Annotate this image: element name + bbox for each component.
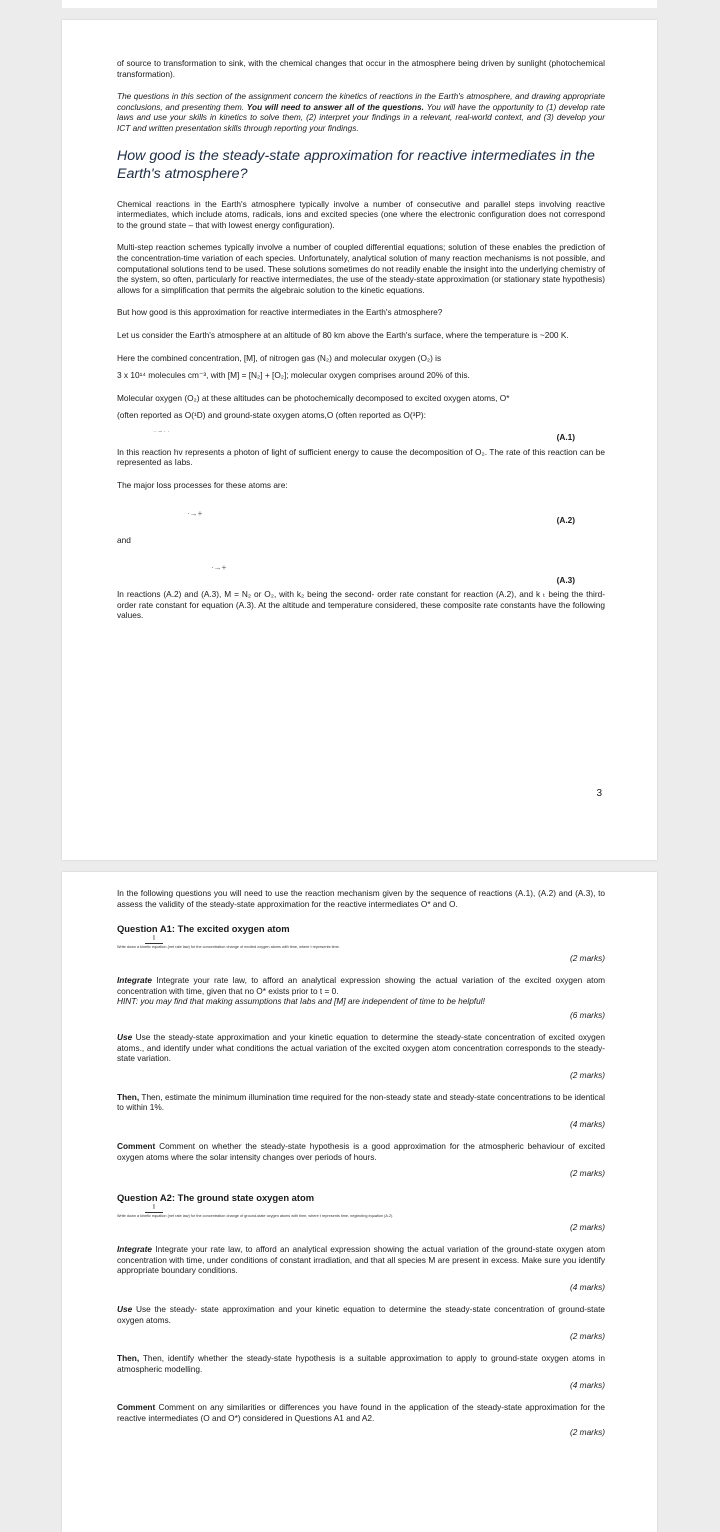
document-page-4: [62, 872, 657, 1532]
altitude-paragraph: Let us consider the Earth's atmosphere at an altitude of 80 km above the Earth's surface, where the temperature is ~200 K.: [117, 329, 569, 340]
mechanism-intro: In the following questions you will need to use the reaction mechanism given by the sequence of reactions (A.1), (A.2) and (A.3), to assess the validity of the steady-state approximation for the reactive intermediates O* and O.: [117, 888, 605, 909]
equation-arrow-icon: ·→+: [211, 563, 227, 573]
section-heading: How good is the steady-state approximation for reactive intermediates in the Earth's atmosphere?: [117, 147, 595, 182]
marks: (2 marks): [569, 1427, 605, 1438]
previous-page-edge: [62, 0, 657, 8]
question-a1-hint: HINT: you may find that making assumptions that Iabs and [M] are independent of time to be helpful!: [117, 996, 485, 1007]
rate-constants-paragraph: In reactions (A.2) and (A.3), M = N₂ or O₂, with k₂ being the second- order rate constant for reaction (A.2), and k ₜ being the third-order rate constant for equation (A.3). At the altitude and temperature considered, these composite rate constants have the following values.: [117, 589, 605, 621]
question-a2-use: Use Use the steady- state approximation and your kinetic equation to determine the steady-state concentration of ground-state oxygen atoms.: [117, 1303, 605, 1325]
fraction-mark: I: [145, 935, 163, 944]
equation-placeholder: ·· – · ·: [153, 428, 170, 435]
oxygen-line-2: (often reported as O(¹D) and ground-state oxygen atoms,O (often reported as O(³P):: [117, 410, 426, 421]
marks: (2 marks): [569, 1168, 605, 1179]
intro-paragraph: of source to transformation to sink, with the chemical changes that occur in the atmosphere being driven by sunlight (photochemical transformation).: [117, 58, 605, 79]
marks: (4 marks): [569, 1118, 605, 1129]
question-a1-comment: Comment Comment on whether the steady-state hypothesis is a good approximation for the atmospheric behaviour of excited oxygen atoms where the solar intensity changes over periods of hours.: [117, 1140, 605, 1162]
equation-a3: [117, 551, 605, 589]
page-number: 3: [596, 788, 602, 799]
document-page-3: [62, 20, 657, 860]
question-a2-comment: Comment Comment on any similarities or differences you have found in the application of the steady-state approximation for the reactive intermediates (O and O*) considered in Questions A1 and A2.: [117, 1402, 605, 1423]
photon-paragraph: In this reaction hv represents a photon of light of sufficient energy to cause the decomposition of O₂. The rate of this reaction can be represented as Iabs.: [117, 446, 605, 468]
equation-a1-label: (A.1): [556, 431, 575, 442]
marks: (2 marks): [569, 953, 605, 964]
question-a2-title: Question A2: The ground state oxygen atom: [117, 1192, 315, 1204]
assignment-rest-text: You will have the opportunity to (1) develop rate laws and use your skills in kinetics to solve them, (2) interpret your findings in a relevant, real-world context, and (3) develop your ICT and written presentation skills through reporting your findings.: [117, 101, 605, 133]
equation-a3-label: (A.3): [556, 575, 575, 586]
question-a1-title: Question A1: The excited oxygen atom: [117, 923, 290, 935]
marks: (4 marks): [569, 1380, 605, 1391]
marks: (2 marks): [569, 1331, 605, 1342]
assignment-italic-text: The questions in this section of the assignment concern the kinetics of reactions in the Earth's atmosphere, and drawing appropriate conclusions, and presenting them.: [117, 91, 605, 112]
equation-arrow-icon: ·→+: [187, 508, 203, 518]
page-content: [117, 58, 605, 621]
question-a1-use: Use Use the steady-state approximation and your kinetic equation to determine the steady-state concentration of excited oxygen atoms., and identify under what conditions the actual variation of the excited oxygen atom concentration corresponds to the steady-state variation.: [117, 1031, 605, 1064]
question-a1-instruction: Write down a kinetic equation (net rate law) for the concentration change of excited oxygen atoms with time, where t represents time.: [117, 945, 340, 950]
equation-a1: [117, 429, 605, 447]
marks: (2 marks): [569, 1222, 605, 1233]
question-a2-instruction: Write down a kinetic equation (net rate law) for the concentration change of ground-state oxygen atoms with time, where t represents time, neglecting equation (A.2): [117, 1214, 393, 1219]
assignment-bold-text: You will need to answer all of the questions.: [246, 101, 424, 112]
and-text: and: [117, 534, 131, 545]
reactive-intermediates-paragraph: Chemical reactions in the Earth's atmosphere typically involve a number of consecutive and parallel steps involving reactive intermediates, which include atoms, radicals, ions and excited species (one where the electronic configuration does not correspond to the ground state – that with lowest energy configuration).: [117, 198, 605, 230]
fraction-mark: I: [145, 1204, 163, 1213]
multi-step-paragraph: Multi-step reaction schemes typically involve a number of coupled differential equations; solution of these enables the prediction of the concentration-time variation of each species. Unfortunately, analytical solution of many reaction mechanisms is not possible, and computational solutions tend to be used. These solutions sometimes do not readily enable the insight into the underlying chemistry of the system, so often, particularly for reactive intermediates, the use of the steady-state approximation (or stationary state hypothesis) allows for a simplification that permits the algebraic solution to the kinetic equations.: [117, 242, 605, 295]
marks: (2 marks): [569, 1069, 605, 1080]
assignment-paragraph: [117, 91, 605, 133]
equation-a2-label: (A.2): [556, 514, 575, 525]
concentration-line-2: 3 x 10¹⁴ molecules cm⁻³, with [M] = [N₂] + [O₂]; molecular oxygen comprises around 20% of this.: [117, 370, 470, 381]
question-paragraph: But how good is this approximation for reactive intermediates in the Earth's atmosphere?: [117, 307, 443, 318]
concentration-line-1: Here the combined concentration, [M], of nitrogen gas (N₂) and molecular oxygen (O₂) is: [117, 352, 442, 363]
question-a2-integrate: Integrate Integrate your rate law, to afford an analytical expression showing the actual variation of the ground-state oxygen atom concentration with time, under conditions of constant irradiation, and that all species M are present in excess. Make sure you identify appropriate boundary conditions.: [117, 1244, 605, 1276]
marks: (4 marks): [569, 1281, 605, 1292]
marks: (6 marks): [569, 1009, 605, 1020]
equation-a2: [117, 501, 605, 535]
question-a1-then: Then, Then, estimate the minimum illumination time required for the non-steady state and steady-state concentrations to be identical to within 1%.: [117, 1091, 605, 1113]
page-content: [117, 888, 605, 1437]
question-a1-integrate: Integrate Integrate your rate law, to afford an analytical expression showing the actual variation of the excited oxygen atom concentration with time, given that no O* exists prior to t = 0.: [117, 975, 605, 996]
question-a2-then: Then, Then, identify whether the steady-state hypothesis is a suitable approximation to apply to ground-state oxygen atoms in atmospheric modelling.: [117, 1353, 605, 1374]
loss-processes-paragraph: The major loss processes for these atoms are:: [117, 480, 288, 491]
oxygen-line-1: Molecular oxygen (O₂) at these altitudes can be photochemically decomposed to excited oxygen atoms, O*: [117, 392, 510, 403]
